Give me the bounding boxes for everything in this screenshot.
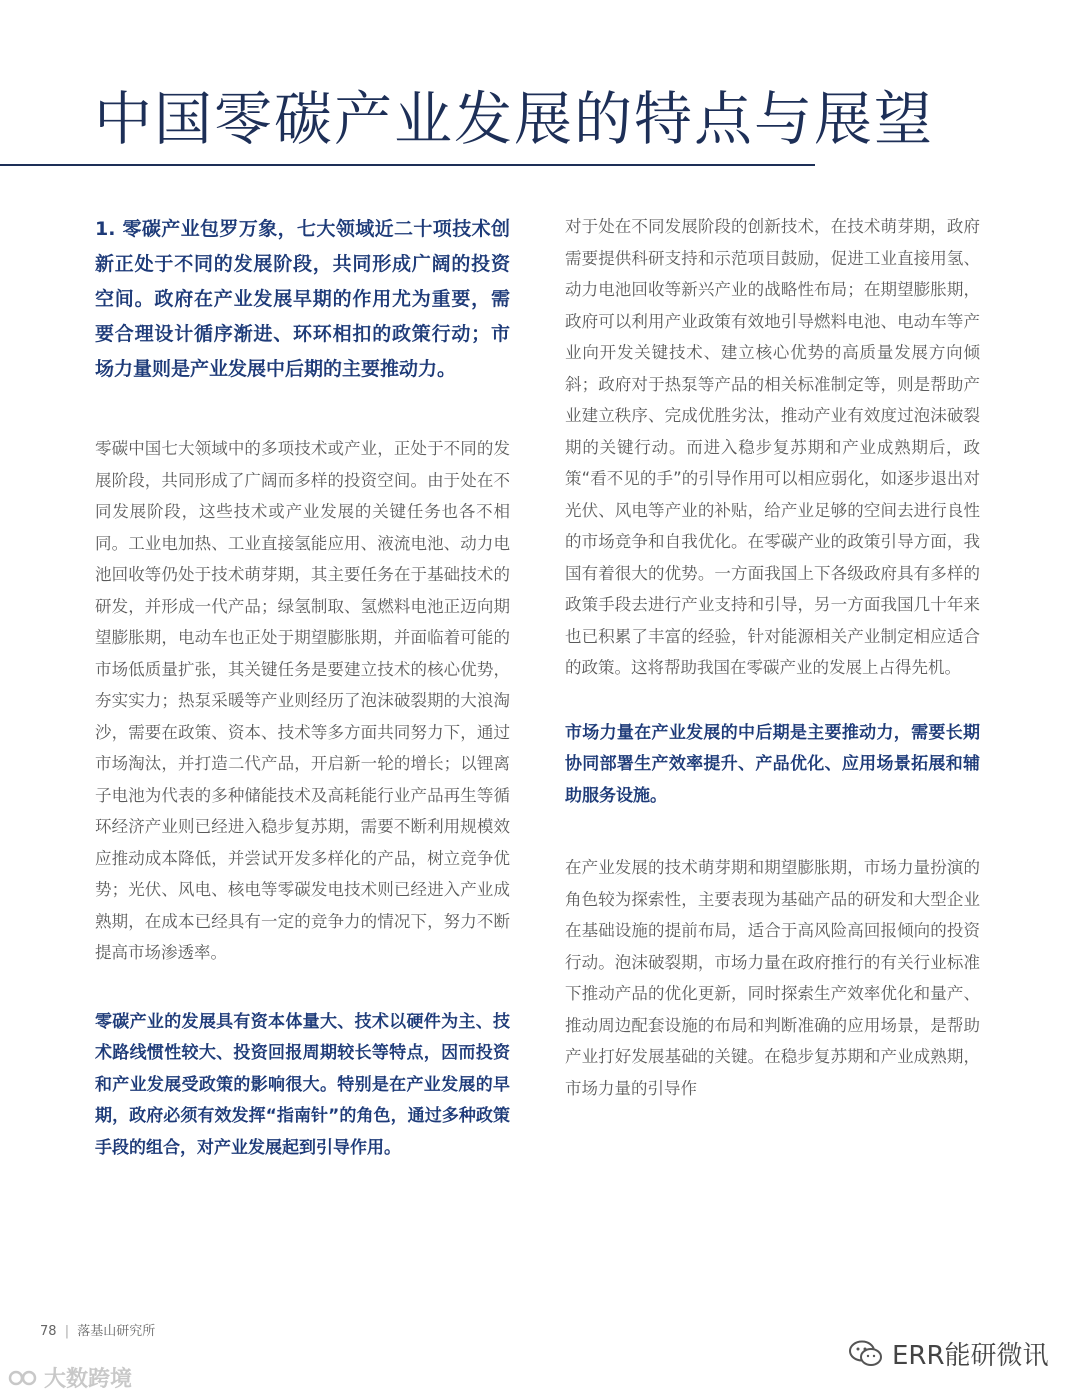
page-number: 78 xyxy=(40,1324,57,1339)
right-column xyxy=(565,211,980,1104)
watermark-right-text: ERR能研微讯 xyxy=(892,1341,1049,1371)
emphasis-paragraph-left: 零碳产业的发展具有资本体量大、技术以硬件为主、技术路线惯性较大、投资回报周期较长等特点，因而投资和产业发展受政策的影响很大。特别是在产业发展的早期，政府必须有效发挥“指南针”的角色，通过多种政策手段的组合，对产业发展起到引导作用。 xyxy=(95,1011,510,1158)
watermark-left-text: 大数跨境 xyxy=(44,1367,133,1392)
page-footer xyxy=(40,1320,155,1339)
footer-separator: | xyxy=(64,1324,70,1339)
page-title: 中国零碳产业发展的特点与展望 xyxy=(94,85,935,153)
brand-logo-icon xyxy=(8,1367,38,1389)
body-paragraph-left: 零碳中国七大领域中的多项技术或产业，正处于不同的发展阶段，共同形成了广阔而多样的投资空间。由于处在不同发展阶段，这些技术或产业发展的关键任务也各不相同。工业电加热、工业直接氢能应用、液流电池、动力电池回收等仍处于技术萌芽期，其主要任务在于基础技术的研发，并形成一代产品；绿氢制取、氢燃料电池正迈向期望膨胀期，电动车也正处于期望膨胀期，并面临着可能的市场低质量扩张，其关键任务是要建立技术的核心优势，夯实实力；热泵采暖等产业则经历了泡沫破裂期的大浪淘沙，需要在政策、资本、技术等多方面共同努力下，通过市场淘汰，并打造二代产品，开启新一轮的增长；以锂离子电池为代表的多种储能技术及高耗能行业产品再生等循环经济产业则已经进入稳步复苏期，需要不断利用规模效应推动成本降低，并尝试开发多样化的产品，树立竞争优势；光伏、风电、核电等零碳发电技术则已经进入产业成熟期，在成本已经具有一定的竞争力的情况下，努力不断提高市场渗透率。 xyxy=(95,439,510,962)
left-column xyxy=(95,212,510,1164)
body-paragraph-right-2: 在产业发展的技术萌芽期和期望膨胀期，市场力量扮演的角色较为探索性，主要表现为基础产品的研发和大型企业在基础设施的提前布局，适合于高风险高回报倾向的投资行动。泡沫破裂期，市场力量在政府推行的有关行业标准下推动产品的优化更新，同时探索生产效率优化和量产、推动周边配套设施的布局和判断准确的应用场景，是帮助产业打好发展基础的关键。在稳步复苏期和产业成熟期，市场力量的引导作 xyxy=(565,858,980,1098)
body-paragraph-right-1: 对于处在不同发展阶段的创新技术，在技术萌芽期，政府需要提供科研支持和示范项目鼓励，促进工业直接用氢、动力电池回收等新兴产业的战略性布局；在期望膨胀期，政府可以利用产业政策有效地引导燃料电池、电动车等产业向开发关键技术、建立核心优势的高质量发展方向倾斜；政府对于热泵等产品的相关标准制定等，则是帮助产业建立秩序、完成优胜劣汰，推动产业有效度过泡沫破裂期的关键行动。而进入稳步复苏期和产业成熟期后，政策“看不见的手”的引导作用可以相应弱化，如逐步退出对光伏、风电等产业的补贴，给产业足够的空间去进行良性的市场竞争和自我优化。在零碳产业的政策引导方面，我国有着很大的优势。一方面我国上下各级政府具有多样的政策手段去进行产业支持和引导，另一方面我国几十年来也已积累了丰富的经验，针对能源相关产业制定相应适合的政策。这将帮助我国在零碳产业的发展上占得先机。 xyxy=(565,217,980,677)
wechat-icon xyxy=(848,1339,884,1369)
watermark-left xyxy=(8,1362,132,1393)
title-divider xyxy=(0,164,815,166)
lead-paragraph: 1. 零碳产业包罗万象，七大领域近二十项技术创新正处于不同的发展阶段，共同形成广阔的投资空间。政府在产业发展早期的作用尤为重要，需要合理设计循序渐进、环环相扣的政策行动；市场力量则是产业发展中后期的主要推动力。 xyxy=(95,218,510,380)
emphasis-paragraph-right: 市场力量在产业发展的中后期是主要推动力，需要长期协同部署生产效率提升、产品优化、应用场景拓展和辅助服务设施。 xyxy=(565,722,980,806)
watermark-right xyxy=(848,1335,1049,1372)
publisher-name: 落基山研究所 xyxy=(77,1324,156,1339)
